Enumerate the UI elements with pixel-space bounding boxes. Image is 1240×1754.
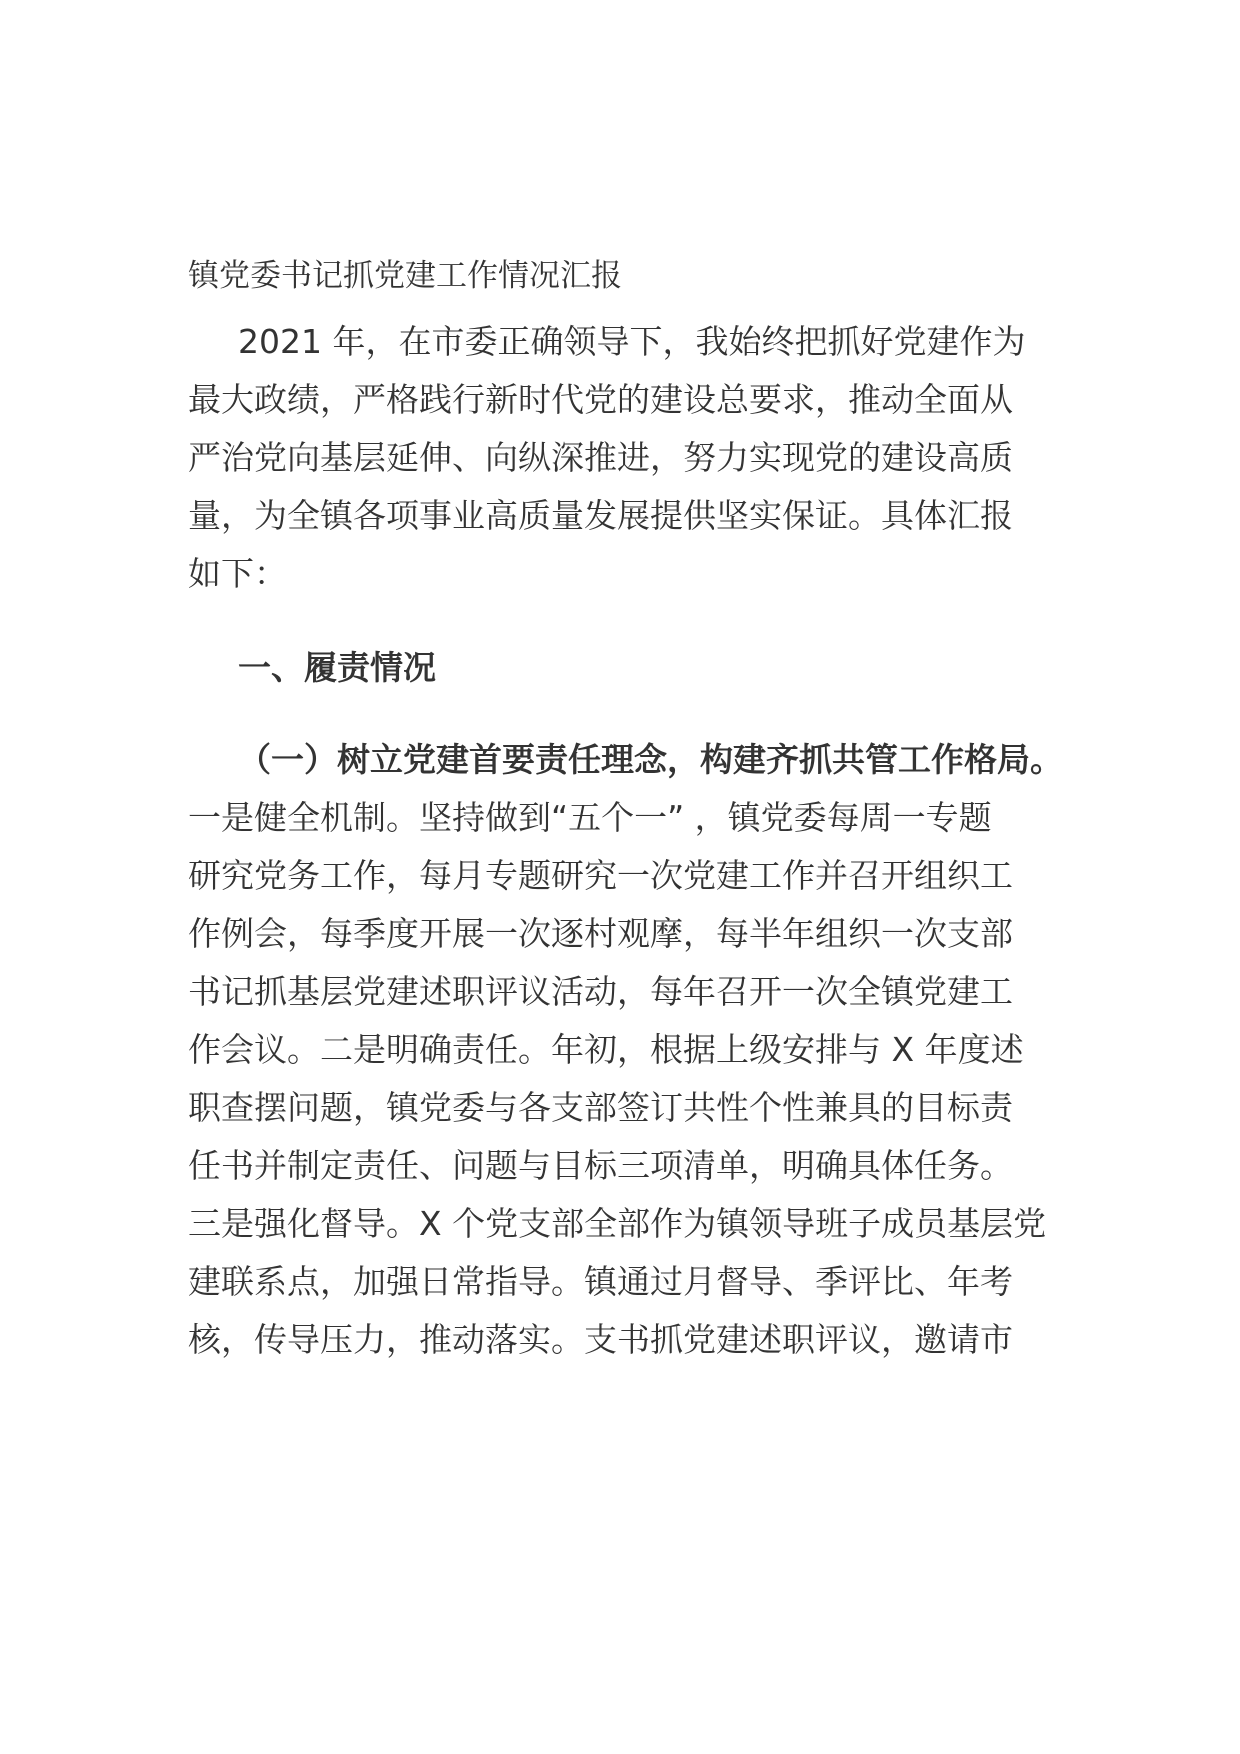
body-line-1: 一是健全机制。坚持做到“五个一” ，镇党委每周一专题 bbox=[188, 798, 992, 837]
body-line-6: 职查摆问题，镇党委与各支部签订共性个性兼具的目标责 bbox=[188, 1088, 1013, 1127]
body-line-4: 书记抓基层党建述职评议活动，每年召开一次全镇党建工 bbox=[188, 972, 1013, 1011]
body-line-7: 任书并制定责任、问题与目标三项清单，明确具体任务。 bbox=[188, 1146, 1013, 1185]
intro-line-3: 严治党向基层延伸、向纵深推进，努力实现党的建设高质 bbox=[188, 438, 1013, 477]
intro-line-1: 2021 年，在市委正确领导下，我始终把抓好党建作为 bbox=[238, 322, 1026, 361]
intro-line-5: 如下： bbox=[188, 554, 287, 593]
intro-line-2: 最大政绩，严格践行新时代党的建设总要求，推动全面从 bbox=[188, 380, 1013, 419]
section-heading: 一、履责情况 bbox=[238, 648, 436, 687]
body-line-3: 作例会，每季度开展一次逐村观摩，每半年组织一次支部 bbox=[188, 914, 1013, 953]
body-line-10: 核，传导压力，推动落实。支书抓党建述职评议，邀请市 bbox=[188, 1320, 1013, 1359]
body-line-9: 建联系点，加强日常指导。镇通过月督导、季评比、年考 bbox=[188, 1262, 1013, 1301]
body-line-2: 研究党务工作，每月专题研究一次党建工作并召开组织工 bbox=[188, 856, 1013, 895]
document-title: 镇党委书记抓党建工作情况汇报 bbox=[188, 258, 622, 294]
body-line-5: 作会议。二是明确责任。年初，根据上级安排与 X 年度述 bbox=[188, 1030, 1024, 1069]
body-line-8: 三是强化督导。X 个党支部全部作为镇领导班子成员基层党 bbox=[188, 1204, 1047, 1243]
intro-line-4: 量，为全镇各项事业高质量发展提供坚实保证。具体汇报 bbox=[188, 496, 1013, 535]
subsection-heading: （一）树立党建首要责任理念，构建齐抓共管工作格局。 bbox=[238, 740, 1063, 779]
